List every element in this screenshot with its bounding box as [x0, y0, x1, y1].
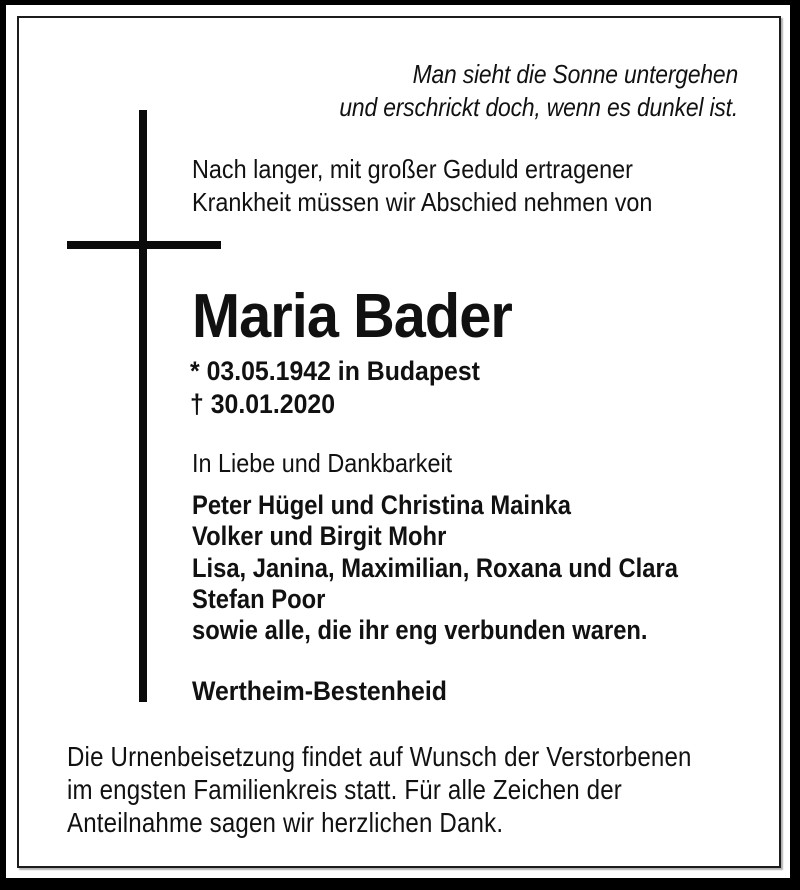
mourner-line: Lisa, Janina, Maximilian, Roxana und Clara [192, 552, 678, 583]
life-dates [190, 355, 480, 421]
closing-paragraph [67, 740, 692, 839]
closing-line2: im engsten Familienkreis statt. Für alle Zeichen der [67, 774, 622, 805]
intro-text-line1: Nach langer, mit großer Geduld ertragener [192, 154, 633, 184]
farewell-line: In Liebe und Dankbarkeit [192, 448, 453, 478]
intro-text-line2: Krankheit müssen wir Abschied nehmen von [192, 187, 653, 217]
epigraph-quote [339, 58, 738, 124]
mourner-line: sowie alle, die ihr eng verbunden waren. [192, 615, 648, 646]
birth-date: * 03.05.1942 in Budapest [190, 356, 480, 386]
death-date: † 30.01.2020 [190, 389, 336, 419]
closing-line3: Anteilnahme sagen wir herzlichen Dank. [67, 807, 504, 838]
cross-icon-horizontal-bar [67, 241, 221, 249]
deceased-name: Maria Bader [192, 282, 512, 351]
mourner-line: Stefan Poor [192, 583, 326, 614]
cross-icon-vertical-bar [139, 110, 147, 702]
epigraph-quote-line2: und erschrickt doch, wenn es dunkel ist. [339, 92, 738, 122]
place-line: Wertheim-Bestenheid [192, 676, 447, 706]
intro-text [192, 153, 652, 219]
mourners-list [192, 490, 678, 646]
closing-line1: Die Urnenbeisetzung findet auf Wunsch der Verstorbenen [67, 741, 692, 772]
mourner-line: Peter Hügel und Christina Mainka [192, 490, 571, 520]
mourner-line: Volker und Birgit Mohr [192, 521, 447, 552]
epigraph-quote-line1: Man sieht die Sonne untergehen [412, 59, 738, 89]
